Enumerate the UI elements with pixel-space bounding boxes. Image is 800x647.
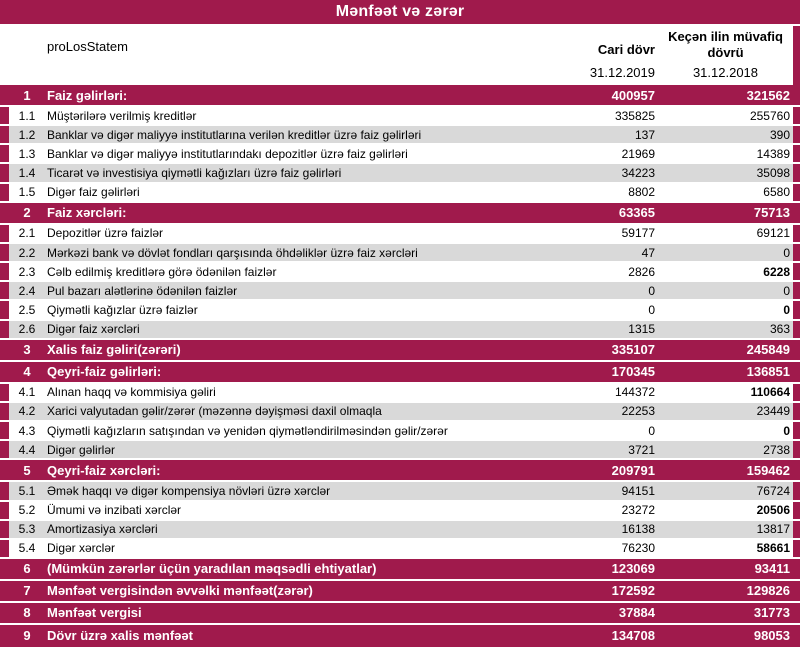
row-number: 4.2 xyxy=(18,404,36,419)
row-number: 9 xyxy=(23,628,31,644)
row-number: 5.1 xyxy=(18,483,36,498)
row-number: 1 xyxy=(23,87,31,103)
row-label: (Mümkün zərərlər üçün yaradılan məqsədli ehtiyatlar) xyxy=(47,561,377,577)
row-value-previous: 159462 xyxy=(746,462,790,478)
row-label: Digər xərclər xyxy=(47,541,116,556)
left-border-stripe xyxy=(0,460,9,480)
row-value-previous: 14389 xyxy=(756,146,790,161)
row-value-previous: 76724 xyxy=(756,483,790,498)
previous-period-label: Keçən ilin müvafiq dövrü xyxy=(668,29,783,60)
row-value-previous: 20506 xyxy=(756,503,790,518)
row-number: 4.1 xyxy=(18,385,36,400)
row-number: 1.3 xyxy=(18,146,36,161)
row-value-current: 34223 xyxy=(621,166,655,181)
row-value-previous: 98053 xyxy=(753,628,790,644)
table-row xyxy=(0,145,800,164)
left-border-stripe xyxy=(0,321,9,338)
row-value-current: 123069 xyxy=(611,561,655,577)
left-border-stripe xyxy=(0,225,9,242)
current-period-label: Cari dövr xyxy=(597,42,655,57)
right-border-stripe xyxy=(793,384,800,401)
row-label: Cəlb edilmiş kreditlərə görə ödənilən faizlər xyxy=(47,264,277,279)
row-label: Müştərilərə verilmiş kreditlər xyxy=(47,108,197,123)
row-label: Ticarət və investisiya qiymətli kağızları üzrə faiz gəlirləri xyxy=(47,166,342,181)
row-value-current: 0 xyxy=(648,302,655,317)
statement-id-label: proLosStatem xyxy=(47,39,128,54)
left-border-stripe xyxy=(0,540,9,557)
right-border-stripe xyxy=(793,422,800,439)
row-number: 2.5 xyxy=(18,302,36,317)
table-row xyxy=(0,282,800,301)
row-value-previous: 363 xyxy=(769,322,790,337)
right-border-stripe xyxy=(793,244,800,261)
row-value-current: 137 xyxy=(634,127,655,142)
row-number: 5.2 xyxy=(18,503,36,518)
left-border-stripe xyxy=(0,384,9,401)
left-border-stripe xyxy=(0,441,9,458)
table-row xyxy=(0,482,800,501)
row-label: Qiymətli kağızların satışından və yenidən qiymətləndirilməsindən gəlir/zərər xyxy=(47,423,448,438)
left-border-stripe xyxy=(0,521,9,538)
table-row xyxy=(0,460,800,482)
row-value-previous: 0 xyxy=(783,283,790,298)
row-number: 1.1 xyxy=(18,108,36,123)
row-number: 1.2 xyxy=(18,127,36,142)
left-border-stripe xyxy=(0,625,9,647)
left-border-stripe xyxy=(0,145,9,162)
row-number: 1.4 xyxy=(18,166,36,181)
right-border-stripe xyxy=(793,107,800,124)
left-border-stripe xyxy=(0,301,9,318)
row-value-current: 134708 xyxy=(611,628,655,644)
row-label: Digər gəlirlər xyxy=(47,442,116,457)
table-row xyxy=(0,521,800,540)
row-value-previous: 129826 xyxy=(746,583,790,599)
row-number: 7 xyxy=(23,583,31,599)
row-number: 2.2 xyxy=(18,245,36,260)
row-value-previous: 75713 xyxy=(753,205,790,221)
row-value-current: 76230 xyxy=(621,541,655,556)
table-row xyxy=(0,263,800,282)
row-value-current: 22253 xyxy=(621,404,655,419)
left-border-stripe xyxy=(0,340,9,360)
right-border-stripe xyxy=(793,559,800,579)
row-value-previous: 13817 xyxy=(756,522,790,537)
row-number: 4.4 xyxy=(18,442,36,457)
previous-period-date: 31.12.2018 xyxy=(692,65,759,80)
table-row xyxy=(0,540,800,559)
row-value-current: 0 xyxy=(648,283,655,298)
row-value-current: 23272 xyxy=(621,503,655,518)
left-border-stripe xyxy=(0,282,9,299)
table-row xyxy=(0,362,800,384)
row-number: 3 xyxy=(23,342,31,358)
row-number: 5.3 xyxy=(18,522,36,537)
row-label: Faiz xərcləri: xyxy=(47,205,127,221)
row-label: Xarici valyutadan gəlir/zərər (məzənnə dəyişməsi daxil olmaqla xyxy=(47,404,382,419)
table-row xyxy=(0,384,800,403)
table-row xyxy=(0,184,800,203)
current-period-header xyxy=(560,26,658,86)
row-label: Dövr üzrə xalis mənfəət xyxy=(47,628,193,644)
table-row xyxy=(0,502,800,521)
row-value-current: 335825 xyxy=(614,108,655,123)
table-row xyxy=(0,321,800,340)
row-value-current: 37884 xyxy=(618,605,655,621)
row-label: Pul bazarı alətlərinə ödənilən faizlər xyxy=(47,283,238,298)
left-border-stripe xyxy=(0,203,9,223)
right-border-stripe xyxy=(793,403,800,420)
left-border-stripe xyxy=(0,244,9,261)
right-border-stripe xyxy=(793,521,800,538)
row-label: Mənfəət vergisindən əvvəlki mənfəət(zərər) xyxy=(47,583,313,599)
row-value-current: 170345 xyxy=(611,364,655,380)
row-label: Mərkəzi bank və dövlət fondları qarşısında öhdəliklər üzrə faiz xərcləri xyxy=(47,245,418,260)
row-value-current: 335107 xyxy=(611,342,655,358)
row-number: 1.5 xyxy=(18,185,36,200)
table-row xyxy=(0,203,800,225)
table-row xyxy=(0,244,800,263)
row-value-current: 3721 xyxy=(628,442,655,457)
row-value-previous: 321562 xyxy=(746,87,790,103)
left-border-stripe xyxy=(0,263,9,280)
table-row xyxy=(0,403,800,422)
right-border-stripe xyxy=(793,625,800,647)
row-label: Depozitlər üzrə faizlər xyxy=(47,226,164,241)
current-period-date: 31.12.2019 xyxy=(589,65,655,80)
row-value-previous: 93411 xyxy=(754,561,790,577)
row-value-previous: 110664 xyxy=(750,385,790,400)
right-border-stripe xyxy=(793,263,800,280)
row-value-current: 2826 xyxy=(628,264,655,279)
row-number: 4.3 xyxy=(18,423,36,438)
row-number: 6 xyxy=(23,561,31,577)
row-number: 8 xyxy=(23,605,31,621)
row-value-current: 1315 xyxy=(628,322,655,337)
row-number: 2.4 xyxy=(18,283,36,298)
row-value-previous: 0 xyxy=(783,423,790,438)
table-row xyxy=(0,225,800,244)
left-border-stripe xyxy=(0,482,9,499)
left-border-stripe xyxy=(0,362,9,382)
left-border-stripe xyxy=(0,603,9,623)
table-row xyxy=(0,107,800,126)
right-border-stripe xyxy=(793,540,800,557)
row-value-previous: 390 xyxy=(769,127,790,142)
row-value-previous: 245849 xyxy=(746,342,790,358)
row-value-previous: 0 xyxy=(783,302,790,317)
right-border-stripe xyxy=(793,321,800,338)
row-value-current: 144372 xyxy=(614,385,655,400)
row-label: Qeyri-faiz xərcləri: xyxy=(47,462,161,478)
row-value-current: 59177 xyxy=(621,226,655,241)
row-value-previous: 31773 xyxy=(753,605,790,621)
table-row xyxy=(0,164,800,183)
row-value-current: 63365 xyxy=(618,205,655,221)
right-border-stripe xyxy=(793,225,800,242)
left-border-stripe xyxy=(0,502,9,519)
row-label: Alınan haqq və kommisiya gəliri xyxy=(47,385,216,400)
row-label: Ümumi və inzibati xərclər xyxy=(47,503,182,518)
right-border-stripe xyxy=(793,145,800,162)
row-value-previous: 136851 xyxy=(746,364,790,380)
row-value-current: 209791 xyxy=(611,462,655,478)
right-border-stripe xyxy=(793,203,800,223)
right-border-stripe xyxy=(793,164,800,181)
row-value-previous: 255760 xyxy=(749,108,790,123)
row-value-current: 94151 xyxy=(621,483,655,498)
row-number: 5 xyxy=(23,462,31,478)
right-border-stripe xyxy=(793,482,800,499)
row-label: Digər faiz xərcləri xyxy=(47,322,140,337)
row-value-previous: 69121 xyxy=(756,226,790,241)
right-border-stripe xyxy=(793,603,800,623)
row-number: 2.6 xyxy=(18,322,36,337)
row-value-previous: 6580 xyxy=(763,185,790,200)
table-row xyxy=(0,301,800,320)
left-border-stripe xyxy=(0,164,9,181)
left-border-stripe xyxy=(0,85,9,105)
row-label: Xalis faiz gəliri(zərəri) xyxy=(47,342,181,358)
right-border-stripe xyxy=(793,126,800,143)
row-value-current: 172592 xyxy=(611,583,655,599)
row-number: 2.1 xyxy=(18,226,36,241)
row-value-previous: 2738 xyxy=(763,442,790,457)
row-number: 2 xyxy=(23,205,31,221)
right-border-stripe xyxy=(793,282,800,299)
row-value-previous: 58661 xyxy=(756,541,790,556)
right-border-stripe xyxy=(793,340,800,360)
report-title: Mənfəət və zərər xyxy=(335,3,465,20)
row-value-current: 0 xyxy=(648,423,655,438)
left-border-stripe xyxy=(0,581,9,601)
row-number: 5.4 xyxy=(18,541,36,556)
row-value-previous: 35098 xyxy=(756,166,790,181)
row-value-current: 21969 xyxy=(621,146,655,161)
row-value-current: 400957 xyxy=(611,87,655,103)
table-row xyxy=(0,340,800,362)
row-label: Mənfəət vergisi xyxy=(47,605,142,621)
column-header-row xyxy=(0,26,800,85)
table-row xyxy=(0,581,800,603)
row-value-current: 47 xyxy=(641,245,655,260)
right-border-stripe xyxy=(793,441,800,458)
right-border-stripe xyxy=(793,460,800,480)
left-border-stripe xyxy=(0,184,9,201)
row-value-previous: 6228 xyxy=(763,264,790,279)
right-border-stripe xyxy=(793,301,800,318)
row-value-previous: 0 xyxy=(783,245,790,260)
row-label: Qiymətli kağızlar üzrə faizlər xyxy=(47,302,198,317)
right-border-stripe xyxy=(793,362,800,382)
table-row xyxy=(0,422,800,441)
row-label: Banklar və digər maliyyə institutlarındakı depozitlər üzrə faiz gəlirləri xyxy=(47,146,408,161)
right-border-stripe xyxy=(793,581,800,601)
row-label: Amortizasiya xərcləri xyxy=(47,522,158,537)
left-border-stripe xyxy=(0,403,9,420)
row-label: Qeyri-faiz gəlirləri: xyxy=(47,364,162,380)
row-value-previous: 23449 xyxy=(756,404,790,419)
table-row xyxy=(0,85,800,107)
table-row xyxy=(0,625,800,647)
table-row xyxy=(0,126,800,145)
left-border-stripe xyxy=(0,422,9,439)
row-label: Faiz gəlirləri: xyxy=(47,87,128,103)
right-border-stripe xyxy=(793,85,800,105)
row-number: 2.3 xyxy=(18,264,36,279)
table-row xyxy=(0,441,800,460)
row-value-current: 8802 xyxy=(628,185,655,200)
table-row xyxy=(0,603,800,625)
left-border-stripe xyxy=(0,126,9,143)
right-border-stripe xyxy=(793,502,800,519)
row-label: Banklar və digər maliyyə institutlarına verilən kreditlər üzrə faiz gəlirləri xyxy=(47,127,422,142)
report-title-bar xyxy=(0,0,800,26)
row-label: Digər faiz gəlirləri xyxy=(47,185,140,200)
right-border-stripe xyxy=(793,184,800,201)
previous-period-header xyxy=(658,26,793,86)
left-border-stripe xyxy=(0,107,9,124)
row-number: 4 xyxy=(23,364,31,380)
row-label: Əmək haqqı və digər kompensiya növləri üzrə xərclər xyxy=(47,483,331,498)
right-border-stripe xyxy=(793,26,800,86)
left-border-stripe xyxy=(0,559,9,579)
table-row xyxy=(0,559,800,581)
row-value-current: 16138 xyxy=(621,522,655,537)
table-body xyxy=(0,85,800,647)
